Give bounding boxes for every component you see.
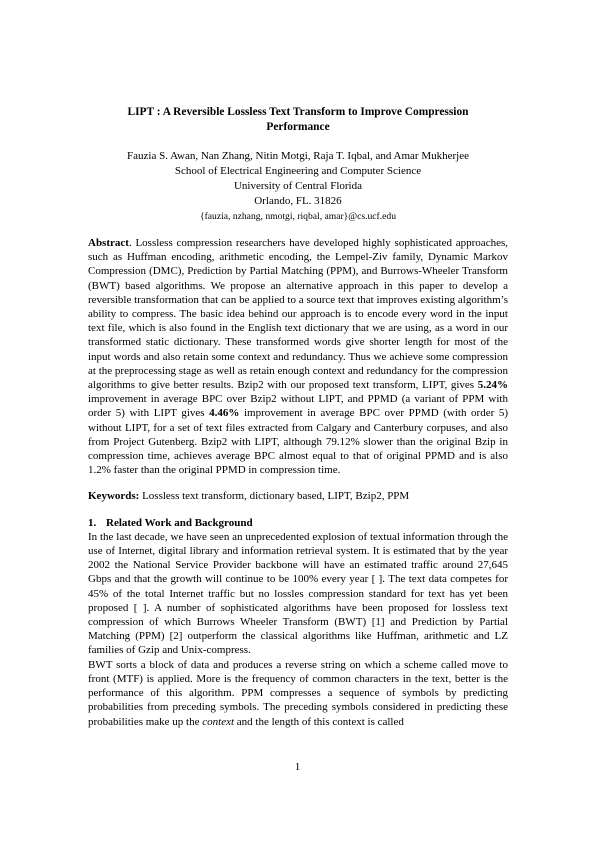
abstract-paragraph <box>88 236 508 477</box>
abstract-text-2: improvement in average BPC over Bzip2 without LIPT, and PPMD (a variant of PPM with order 5) with LIPT gives <box>88 393 508 420</box>
context-term: context <box>202 715 235 728</box>
author-block <box>88 149 508 224</box>
author-affiliation: School of Electrical Engineering and Computer Science <box>174 165 422 177</box>
author-university: University of Central Florida <box>233 180 362 192</box>
section-1-number: 1. <box>88 516 97 529</box>
section-1-heading <box>88 516 508 530</box>
title-line-2: Performance <box>266 121 330 133</box>
keywords-label: Keywords: <box>88 490 140 503</box>
page-number: 1 <box>294 761 301 773</box>
author-emails: {fauzia, nzhang, nmotgi, riqbal, amar}@cs.ucf.edu <box>200 211 396 222</box>
author-names: Fauzia S. Awan, Nan Zhang, Nitin Motgi, Raja T. Iqbal, and Amar Mukherjee <box>127 150 469 162</box>
abstract-label: Abstract <box>88 237 129 249</box>
paper-title <box>88 105 508 135</box>
section-1-paragraph-1: In the last decade, we have seen an unprecedented explosion of textual information through the use of Internet, digital library and information retrieval system. It is estimated that by the year 2002 the National Service Provider backbone will have an estimated traffic around 27,645 Gbps and that the growth will continue to be 100% every year [ ]. The text data competes for 45% of the total Internet traffic but no lossles compression standard for text has yet been proposed [ ]. A number of sophisticated algorithms have been proposed for lossless text compression of which Burrows Wheeler Transform (BWT) [1] and Prediction by Partial Matching (PPM) [2] outperform the classical algorithms like Huffman, arithmetic and LZ families of Gzip and Unix-compress. <box>88 530 508 657</box>
section-1-paragraph-2 <box>88 658 508 729</box>
keywords-text: Lossless text transform, dictionary based, LIPT, Bzip2, PPM <box>139 490 410 503</box>
abstract-text-3: improvement in average BPC over PPMD (with order 5) without LIPT, for a set of text files extracted from Calgary and Canterbury corpuses, and also from Project Gutenberg. Bzip2 with LIPT, although 79.12% slower than the original Bzip in compression time, achieves average BPC almost equal to that of original PPMD and is also 1.2% faster than the original PPMD in compression time. <box>88 407 509 477</box>
keywords-paragraph <box>88 489 508 503</box>
abstract-pct-ppmd: 4.46% <box>209 407 240 420</box>
paper-page <box>88 105 508 729</box>
author-location: Orlando, FL. 31826 <box>254 195 342 207</box>
abstract-pct-bzip2: 5.24% <box>477 379 508 392</box>
section-1-paragraph-2-text-b: and the length of this context is called <box>234 715 404 728</box>
section-1-title: Related Work and Background <box>106 516 253 529</box>
section-1-paragraph-2-text-a: BWT sorts a block of data and produces a reverse string on which a scheme called move to front (MTF) is applied. More is the frequency of common characters in the text, better is the performance of this algorithm. PPM compresses a sequence of symbols by predicting probabilities from preceding symbols. The preceding symbols considered in predicting these probabilities make up the <box>88 658 508 728</box>
abstract-text-1: . Lossless compression researchers have developed highly sophisticated approaches, such as Huffman encoding, arithmetic encoding, the Lempel-Ziv family, Dynamic Markov Compression (DMC), Prediction by Partial Matching (PPM), and Burrows-Wheeler Transform (BWT) based algorithms. We propose an alternative approach in this paper to develop a reversible transformation that can be applied to a source text that improves existing algorithm’s ability to compress. The basic idea behind our approach is to encode every word in the input text file, which is also found in the English text dictionary that we are using, as a word in our transformed static dictionary. These transformed words give shorter length for most of the input words and also retain some context and redundancy. Thus we achieve some compression at the preprocessing stage as well as retain enough context and redundancy for the compression algorithms to give better results. Bzip2 with our proposed text transform, LIPT, gives <box>88 237 508 392</box>
title-line-1: LIPT : A Reversible Lossless Text Transform to Improve Compression <box>127 106 469 118</box>
